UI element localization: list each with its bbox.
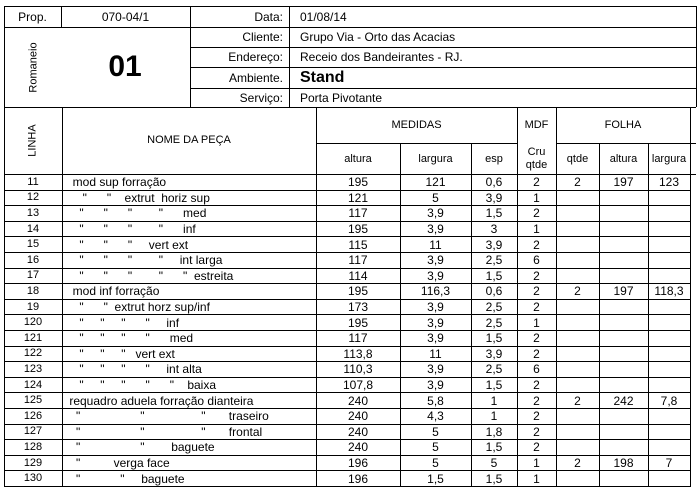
row-fa-cell: 197 (613, 175, 634, 190)
row-linha-cell: 12 (26, 191, 40, 204)
row-largura-cell: 4,3 (427, 409, 444, 424)
row-altura-cell: 113,8 (343, 346, 373, 361)
row-fq-cell (556, 378, 599, 393)
row-esp-cell: 3 (490, 222, 498, 237)
row-esp-cell: 1,5 (485, 331, 503, 346)
row-esp-cell: 2,5 (485, 315, 503, 330)
row-altura-cell: 115 (348, 237, 368, 252)
row-fl-cell (648, 191, 690, 206)
row-linha-cell: 11 (27, 175, 39, 188)
row-altura-cell: 117 (348, 253, 368, 268)
row-fa-cell (599, 300, 648, 315)
row-mdf-cell: 2 (533, 237, 540, 252)
row-linha-cell: 128 (23, 440, 43, 453)
row-linha-cell: 125 (23, 394, 43, 407)
row-mdf-cell: 1 (533, 315, 540, 330)
row-altura-cell: 107,8 (342, 378, 374, 393)
row-fq-cell (556, 409, 599, 424)
row-linha-cell: 122 (23, 347, 43, 360)
endereco-value: Receio dos Bandeirantes - RJ. (300, 50, 463, 64)
mdf-qtde-header: qtde (525, 158, 548, 171)
row-fa-cell (599, 315, 648, 330)
cru-header: Cru (527, 145, 546, 158)
row-fa-cell (599, 206, 648, 221)
row-fl-cell (648, 409, 690, 424)
row-linha-cell: 130 (23, 472, 43, 485)
row-nome-cell: mod sup forração (66, 175, 167, 190)
row-altura-cell: 195 (347, 315, 369, 330)
row-linha-cell: 14 (26, 222, 40, 235)
row-mdf-cell: 1 (533, 456, 540, 471)
row-esp-cell: 1 (490, 409, 498, 424)
row-nome-cell: " " " " med (66, 331, 194, 346)
row-esp-cell: 1,5 (485, 268, 503, 283)
nome-header: NOME DA PEÇA (147, 133, 231, 146)
row-fq-cell (556, 206, 599, 221)
row-fl-cell (648, 471, 690, 486)
row-esp-cell: 3,9 (485, 190, 503, 205)
row-fq-cell (556, 315, 599, 330)
folha-qtde-header: qtde (566, 152, 589, 165)
row-esp-cell: 1,8 (485, 424, 503, 439)
data-label: Data: (254, 9, 283, 24)
row-altura-cell: 117 (348, 331, 368, 346)
row-altura-cell: 195 (347, 284, 369, 299)
row-fq-cell: 2 (574, 393, 581, 408)
row-mdf-cell: 2 (533, 331, 540, 346)
row-fl-cell: 7,8 (660, 393, 678, 408)
row-fq-cell (556, 331, 599, 346)
row-nome-cell: " " " " med (66, 206, 207, 221)
row-fq-cell (556, 269, 599, 284)
row-fq-cell: 2 (574, 456, 581, 471)
row-linha-cell: 13 (26, 206, 40, 219)
row-fl-cell (648, 425, 690, 440)
row-linha-cell: 15 (26, 238, 40, 251)
row-altura-cell: 117 (348, 206, 368, 221)
row-linha-cell: 17 (26, 269, 40, 282)
row-linha-cell: 121 (23, 331, 43, 344)
row-fq-cell (556, 471, 599, 486)
row-esp-cell: 5 (490, 456, 498, 471)
row-fq-cell: 2 (574, 175, 581, 190)
row-largura-cell: 1,5 (427, 471, 444, 486)
row-altura-cell: 196 (347, 456, 369, 471)
row-fa-cell (599, 471, 648, 486)
row-fa-cell (599, 237, 648, 252)
row-linha-cell: 18 (26, 284, 40, 297)
row-nome-cell: " " " " int alta (66, 362, 202, 377)
altura-header: altura (344, 152, 372, 165)
largura-header: largura (418, 152, 453, 165)
row-mdf-cell: 2 (533, 284, 540, 299)
row-nome-cell: " " " " int larga (66, 253, 223, 268)
row-altura-cell: 240 (347, 409, 369, 424)
row-linha-cell: 123 (23, 362, 43, 375)
row-fq-cell (556, 222, 599, 237)
row-fq-cell (556, 362, 599, 377)
row-fl-cell (648, 331, 690, 346)
row-nome-cell: " " " " " baixa (66, 378, 217, 393)
row-altura-cell: 173 (347, 300, 369, 315)
row-nome-cell: " " extrut horiz sup (66, 190, 210, 205)
row-fl-cell: 123 (658, 175, 680, 190)
row-fl-cell (648, 206, 690, 221)
row-largura-cell: 11 (429, 346, 442, 361)
row-esp-cell: 3,9 (485, 346, 503, 361)
row-altura-cell: 240 (347, 440, 369, 455)
row-mdf-cell: 2 (533, 300, 540, 315)
row-altura-cell: 195 (347, 222, 369, 237)
servico-value: Porta Pivotante (300, 90, 383, 105)
row-mdf-cell: 2 (533, 424, 540, 439)
row-fl-cell (648, 237, 690, 252)
row-fl-cell (648, 362, 690, 377)
row-fa-cell (599, 191, 648, 206)
row-mdf-cell: 2 (533, 175, 540, 190)
data-value: 01/08/14 (300, 9, 347, 24)
row-largura-cell: 3,9 (427, 253, 444, 268)
row-nome-cell: " " " vert ext (66, 346, 175, 361)
row-esp-cell: 0,6 (485, 284, 503, 299)
prop-label: Prop. (18, 9, 47, 24)
row-largura-cell: 3,9 (427, 268, 444, 283)
row-fa-cell (599, 253, 648, 268)
row-fq-cell (556, 253, 599, 268)
prop-value: 070-04/1 (101, 9, 150, 24)
row-mdf-cell: 6 (533, 253, 540, 268)
row-fq-cell (556, 425, 599, 440)
rule (62, 107, 63, 487)
esp-header: esp (485, 152, 503, 165)
row-fa-cell (599, 331, 648, 346)
servico-label: Serviço: (239, 90, 283, 105)
romaneio-label-wrap (4, 27, 64, 107)
row-altura-cell: 240 (347, 393, 369, 408)
row-fl-cell (648, 347, 690, 362)
row-largura-cell: 121 (425, 175, 446, 190)
mdf-header: MDF (524, 118, 549, 131)
row-nome-cell: " " extrut horz sup/inf (66, 300, 210, 315)
row-esp-cell: 1,5 (485, 440, 503, 455)
row-linha-cell: 129 (23, 456, 43, 469)
row-nome-cell: " " " " inf (66, 315, 180, 330)
romaneio-label: Romaneio (27, 41, 40, 93)
row-fl-cell (648, 222, 690, 237)
row-esp-cell: 1,5 (485, 206, 503, 221)
row-nome-cell: " " baguete (66, 440, 215, 455)
row-nome-cell: " " " " inf (66, 222, 196, 237)
row-fl-cell (648, 269, 690, 284)
row-largura-cell: 3,9 (427, 362, 444, 377)
row-fl-cell (648, 440, 690, 455)
ambiente-label: Ambiente. (228, 70, 283, 85)
row-linha-cell: 19 (26, 300, 40, 313)
row-nome-cell: " " " traseiro (66, 409, 269, 424)
row-largura-cell: 5 (432, 424, 439, 439)
row-fl-cell: 7 (665, 456, 673, 471)
row-fa-cell (599, 425, 648, 440)
row-fq-cell (556, 191, 599, 206)
row-linha-cell: 120 (23, 316, 43, 329)
row-mdf-cell: 6 (533, 362, 540, 377)
row-mdf-cell: 1 (533, 222, 540, 237)
row-fa-cell (599, 409, 648, 424)
row-nome-cell: mod inf forração (66, 284, 160, 299)
row-esp-cell: 1,5 (485, 378, 503, 393)
row-fq-cell (556, 440, 599, 455)
row-esp-cell: 1,5 (485, 471, 503, 486)
row-largura-cell: 5 (432, 440, 439, 455)
row-altura-cell: 195 (347, 175, 369, 190)
row-largura-cell: 116,3 (420, 284, 451, 299)
row-nome-cell: " verga face (66, 456, 170, 471)
row-mdf-cell: 2 (533, 378, 540, 393)
row-fl-cell (648, 315, 690, 330)
row-nome-cell: " " " " " estreita (66, 268, 234, 283)
row-fa-cell (599, 378, 648, 393)
row-largura-cell: 3,9 (427, 378, 444, 393)
row-altura-cell: 121 (347, 190, 369, 205)
row-linha-cell: 127 (23, 425, 43, 438)
linha-header: LINHA (26, 124, 39, 157)
row-esp-cell: 1 (490, 393, 498, 408)
rule (696, 6, 697, 107)
rule (4, 107, 696, 108)
folha-altura-header: altura (609, 152, 638, 165)
row-fl-cell (648, 378, 690, 393)
endereco-label: Endereço: (228, 50, 283, 64)
medidas-header: MEDIDAS (391, 118, 442, 131)
cliente-value: Grupo Via - Orto das Acacias (300, 30, 456, 44)
row-fa-cell (599, 347, 648, 362)
row-esp-cell: 0,6 (485, 175, 503, 190)
romaneio-number: 01 (108, 50, 142, 83)
rule (556, 143, 696, 144)
row-altura-cell: 240 (347, 424, 369, 439)
row-fa-cell: 242 (613, 393, 634, 408)
row-linha-cell: 16 (26, 253, 40, 266)
rule (316, 143, 517, 144)
row-mdf-cell: 1 (533, 190, 540, 205)
row-linha-cell: 124 (23, 378, 43, 391)
row-fq-cell: 2 (574, 284, 581, 299)
row-esp-cell: 2,5 (485, 300, 503, 315)
row-mdf-cell: 2 (533, 268, 540, 283)
linha-header-wrap (4, 107, 62, 174)
row-largura-cell: 3,9 (427, 300, 444, 315)
row-nome-cell: " " " vert ext (66, 237, 189, 252)
row-largura-cell: 5 (432, 456, 439, 471)
row-linha-cell: 126 (23, 409, 43, 422)
folha-header: FOLHA (604, 118, 642, 131)
row-nome-cell: " " " frontal (66, 424, 263, 439)
row-nome-cell: " " baguete (66, 471, 185, 486)
row-mdf-cell: 2 (533, 440, 540, 455)
row-altura-cell: 110,3 (343, 362, 373, 377)
rule (690, 107, 691, 487)
row-altura-cell: 196 (347, 471, 369, 486)
row-fa-cell (599, 440, 648, 455)
row-fl-cell (648, 253, 690, 268)
row-fa-cell: 197 (613, 284, 634, 299)
row-esp-cell: 2,5 (485, 362, 503, 377)
row-largura-cell: 5,8 (427, 393, 444, 408)
row-mdf-cell: 2 (533, 409, 540, 424)
cliente-label: Cliente: (242, 30, 283, 44)
row-fa-cell (599, 362, 648, 377)
row-largura-cell: 3,9 (427, 315, 444, 330)
row-fl-cell (648, 300, 690, 315)
row-largura-cell: 3,9 (427, 222, 444, 237)
row-nome-cell: requadro aduela forração dianteira (66, 393, 254, 408)
row-largura-cell: 3,9 (427, 206, 444, 221)
row-fa-cell (599, 222, 648, 237)
row-fa-cell (599, 269, 648, 284)
row-mdf-cell: 2 (533, 206, 540, 221)
row-mdf-cell: 2 (533, 393, 540, 408)
row-fq-cell (556, 237, 599, 252)
row-fq-cell (556, 300, 599, 315)
row-esp-cell: 2,5 (485, 253, 503, 268)
row-fa-cell: 198 (613, 456, 634, 471)
row-mdf-cell: 2 (533, 346, 540, 361)
row-largura-cell: 5 (432, 190, 439, 205)
row-fl-cell: 118,3 (654, 284, 684, 299)
rule (289, 6, 290, 107)
row-largura-cell: 3,9 (427, 331, 444, 346)
row-altura-cell: 114 (348, 268, 368, 283)
ambiente-value: Stand (300, 68, 345, 86)
row-rule (4, 486, 690, 487)
row-mdf-cell: 1 (533, 471, 540, 486)
row-esp-cell: 3,9 (485, 237, 503, 252)
row-largura-cell: 11 (429, 237, 442, 252)
row-fq-cell (556, 347, 599, 362)
folha-largura-header: largura (651, 152, 687, 165)
